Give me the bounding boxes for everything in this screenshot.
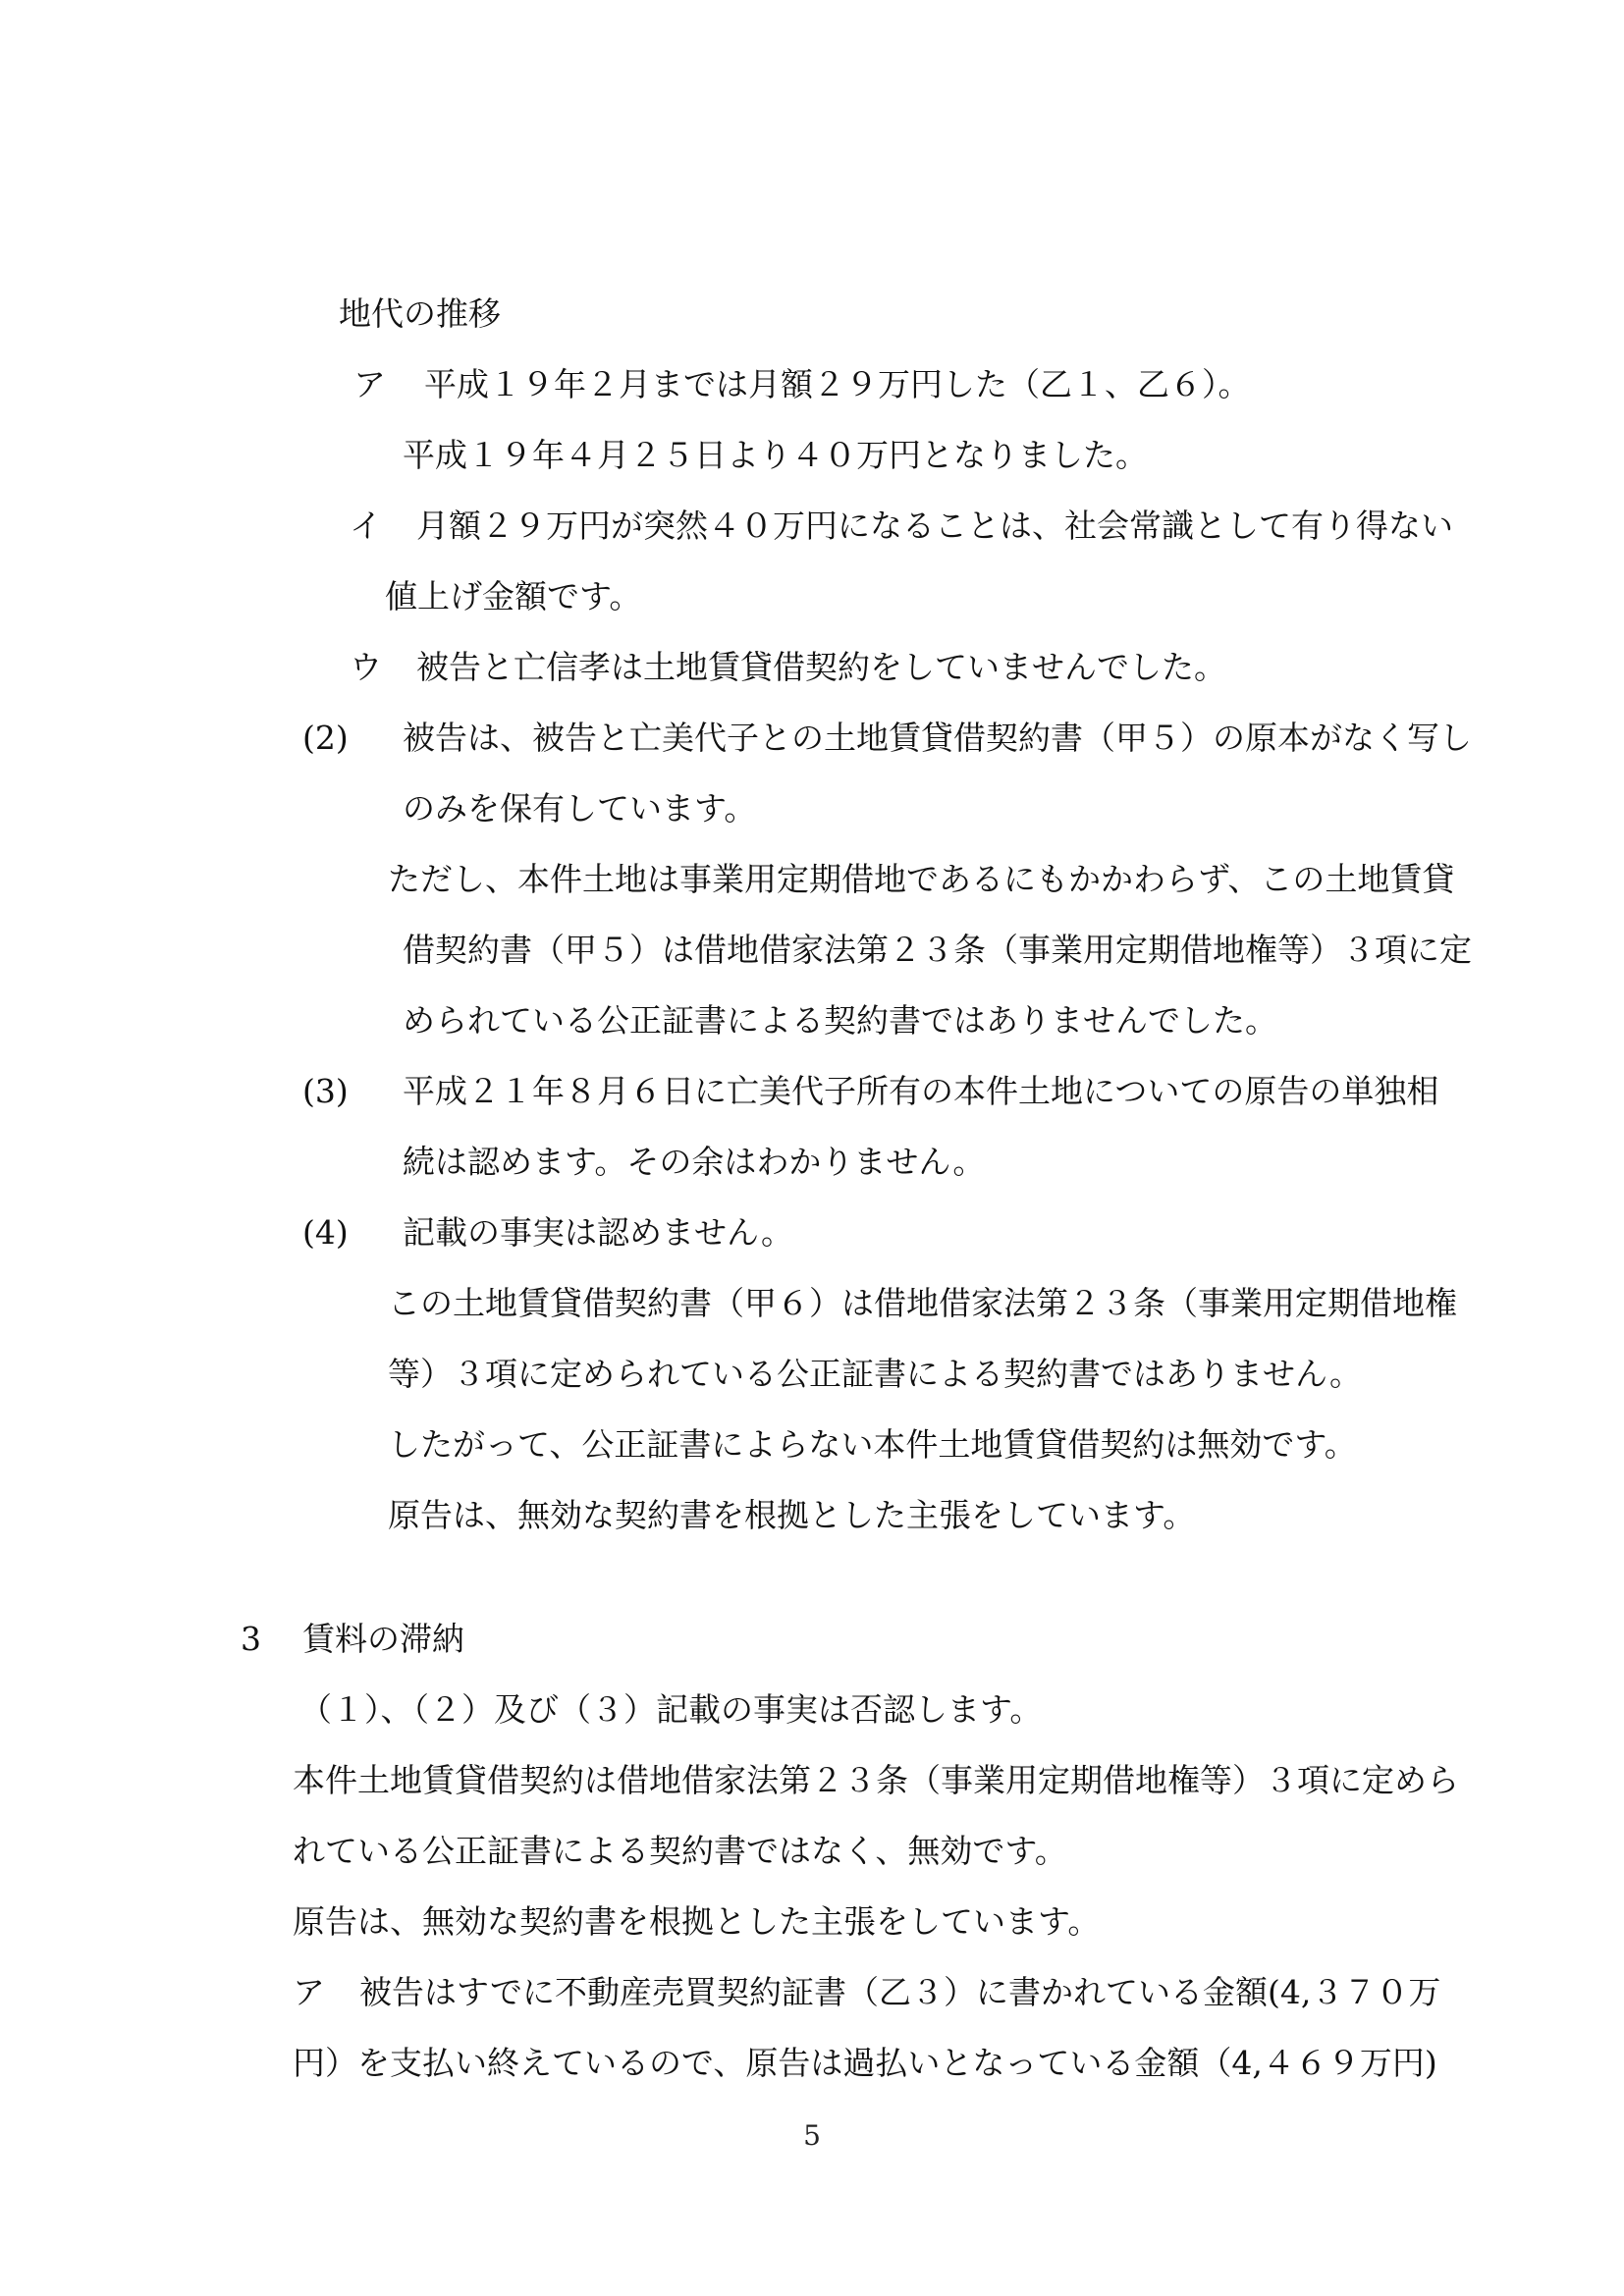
paragraph-line: 原告は、無効な契約書を根拠とした主張をしています。 (388, 1496, 1196, 1534)
item-marker: (4) (302, 1213, 349, 1252)
section-heading: 地代の推移 (339, 294, 501, 333)
paragraph-line: 本件土地賃貸借契約は借地借家法第２３条（事業用定期借地権等）３項に定めら (293, 1761, 1459, 1799)
list-item: ア 被告はすでに不動産売買契約証書（乙３）に書かれている金額(4,３７０万 (293, 1973, 1441, 2011)
paragraph-line: 原告は、無効な契約書を根拠とした主張をしています。 (293, 1902, 1101, 1941)
paragraph-line: 値上げ金額です。 (385, 577, 642, 615)
page-number: 5 (803, 2119, 821, 2152)
item-marker: (2) (302, 719, 349, 757)
list-item: (2) 被告は、被告と亡美代子との土地賃貸借契約書（甲５）の原本がなく写し (302, 719, 1472, 757)
paragraph-line: ただし、本件土地は事業用定期借地であるにもかかわらず、この土地賃貸 (388, 860, 1455, 898)
paragraph-line: 等）３項に定められている公正証書による契約書ではありません。 (388, 1355, 1362, 1393)
item-marker: (3) (302, 1072, 349, 1110)
paragraph-line: められている公正証書による契約書ではありませんでした。 (403, 1001, 1277, 1040)
paragraph-line: したがって、公正証書によらない本件土地賃貸借契約は無効です。 (388, 1425, 1357, 1464)
section-number: 3 (241, 1620, 261, 1658)
list-item: (4) 記載の事実は認めません。 (302, 1213, 793, 1252)
paragraph-line: 借契約書（甲５）は借地借家法第２３条（事業用定期借地権等）３項に定 (403, 931, 1472, 969)
paragraph-line: のみを保有しています。 (403, 789, 757, 828)
paragraph-line: この土地賃貸借契約書（甲６）は借地借家法第２３条（事業用定期借地権 (388, 1284, 1457, 1322)
section-heading: 3 賃料の滞納 (241, 1620, 464, 1658)
paragraph-line: 平成１９年４月２５日より４０万円となりました。 (403, 436, 1148, 474)
item-marker: ウ (350, 648, 382, 686)
item-marker: イ (350, 507, 382, 545)
item-marker: ア (353, 365, 386, 403)
item-marker: ア (293, 1973, 325, 2011)
list-item: ウ 被告と亡信孝は土地賃貸借契約をしていませんでした。 (350, 648, 1226, 686)
paragraph-line: れている公正証書による契約書ではなく、無効です。 (293, 1832, 1067, 1870)
list-item: イ 月額２９万円が突然４０万円になることは、社会常識として有り得ない (350, 507, 1453, 545)
list-item: (3) 平成２１年８月６日に亡美代子所有の本件土地についての原告の単独相 (302, 1072, 1439, 1110)
paragraph-line: 円）を支払い終えているので、原告は過払いとなっている金額（4,４６９万円) (293, 2044, 1437, 2082)
paragraph-line: （１）、（２）及び（３）記載の事実は否認します。 (299, 1690, 1043, 1729)
list-item: ア 平成１９年２月までは月額２９万円した（乙１、乙６）。 (353, 365, 1251, 403)
paragraph-line: 続は認めます。その余はわかりません。 (403, 1143, 986, 1181)
